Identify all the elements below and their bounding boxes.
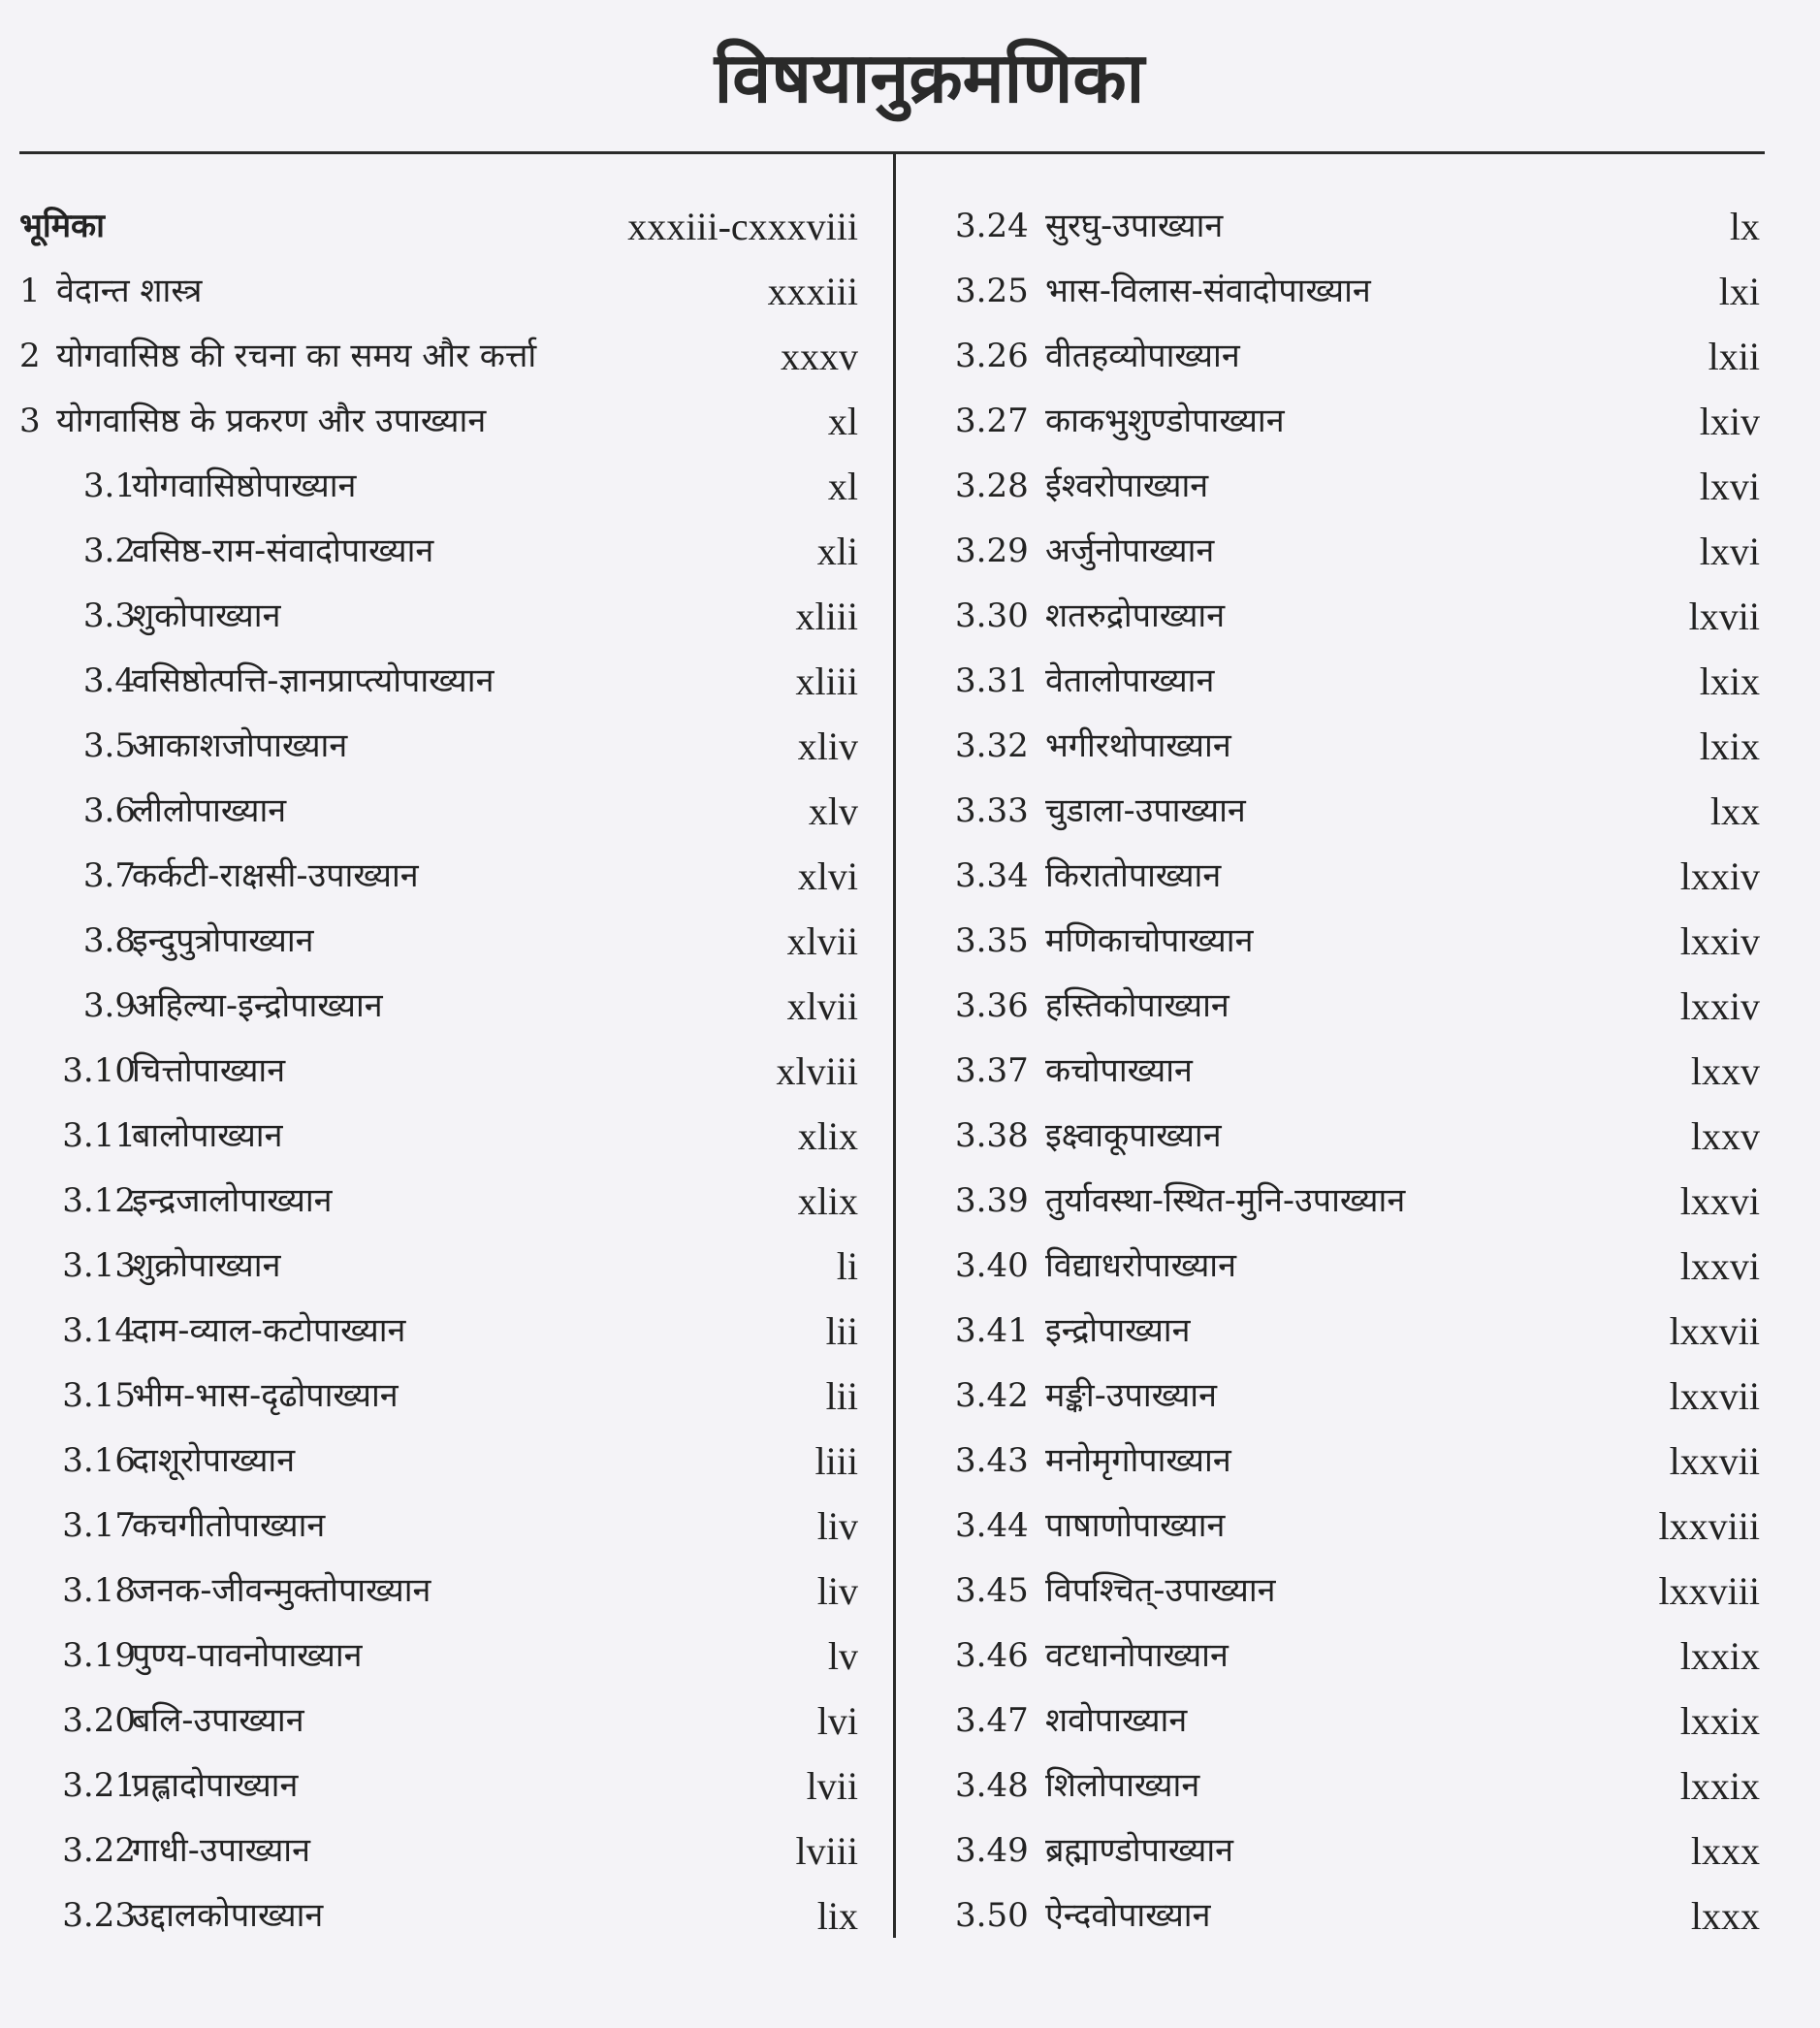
- toc-entry-title: अहिल्या-इन्द्रोपाख्यान: [132, 986, 383, 1025]
- toc-entry-number: 3.10: [62, 1051, 136, 1090]
- toc-entry-title: ऐन्दवोपाख्यान: [1045, 1896, 1211, 1935]
- toc-entry-page: lxxx: [1690, 1894, 1760, 1938]
- toc-section-row[interactable]: [955, 1819, 1760, 1883]
- toc-entry-title: शवोपाख्यान: [1045, 1701, 1188, 1740]
- toc-entry-number: 3.40: [955, 1246, 1029, 1285]
- toc-entry-number: 3.17: [62, 1506, 136, 1545]
- toc-entry-page: xl: [827, 400, 858, 443]
- toc-entry-number: 3.41: [955, 1311, 1029, 1350]
- toc-entry-page: xl: [827, 465, 858, 508]
- toc-entry-page: lix: [816, 1894, 858, 1938]
- toc-entry-number: 3.13: [62, 1246, 136, 1285]
- toc-entry-page: lvi: [816, 1699, 858, 1743]
- toc-entry-title: गाधी-उपाख्यान: [132, 1831, 310, 1870]
- toc-entry-number: 3.11: [62, 1116, 136, 1155]
- toc-entry-title: दाम-व्याल-कटोपाख्यान: [132, 1311, 406, 1350]
- toc-entry-page: lxix: [1699, 724, 1760, 768]
- toc-heading-page: xxxiii-cxxxviii: [627, 205, 858, 248]
- toc-entry-number: 3.8: [82, 921, 136, 960]
- toc-entry-title: लीलोपाख्यान: [132, 791, 287, 830]
- toc-entry-title: विपश्चित्-उपाख्यान: [1045, 1571, 1276, 1610]
- toc-entry-page: lxxiv: [1679, 919, 1760, 963]
- toc-section-row[interactable]: [955, 1559, 1760, 1624]
- toc-entry-title: किरातोपाख्यान: [1045, 856, 1222, 895]
- toc-section-row[interactable]: [955, 1754, 1760, 1819]
- toc-entry-number: 3.23: [62, 1896, 136, 1935]
- toc-section-row[interactable]: [955, 779, 1760, 844]
- toc-section-row[interactable]: [19, 909, 858, 974]
- toc-entry-number: 3.4: [82, 661, 136, 700]
- toc-entry-page: liv: [816, 1569, 858, 1613]
- toc-entry-number: 3.43: [955, 1441, 1029, 1480]
- toc-entry-page: xlix: [797, 1179, 858, 1223]
- toc-entry-number: 3.45: [955, 1571, 1029, 1610]
- toc-entry-page: xlix: [797, 1114, 858, 1158]
- toc-entry-title: योगवासिष्ठ के प्रकरण और उपाख्यान: [56, 402, 487, 440]
- toc-section-row[interactable]: [955, 1624, 1760, 1689]
- toc-section-row[interactable]: [19, 1754, 858, 1819]
- toc-section-row[interactable]: [955, 324, 1760, 389]
- toc-entry-number: 1: [19, 272, 41, 310]
- toc-section-row[interactable]: [955, 1883, 1760, 1948]
- toc-entry-title: आकाशजोपाख्यान: [132, 726, 348, 765]
- toc-section-row[interactable]: [19, 1299, 858, 1364]
- toc-entry-number: 3.27: [955, 402, 1029, 440]
- toc-entry-page: xxxiii: [767, 270, 858, 313]
- toc-entry-title: शिलोपाख्यान: [1045, 1766, 1200, 1805]
- toc-section-row[interactable]: [19, 1039, 858, 1104]
- toc-section-row[interactable]: [955, 714, 1760, 779]
- toc-section-row[interactable]: [955, 1104, 1760, 1169]
- toc-entry-page: xliii: [795, 660, 858, 703]
- toc-section-row[interactable]: [19, 1819, 858, 1883]
- toc-entry-page: xlvii: [786, 919, 858, 963]
- toc-entry-title: वेदान्त शास्त्र: [56, 272, 203, 310]
- toc-entry-number: 3.47: [955, 1701, 1029, 1740]
- toc-entry-number: 3.21: [62, 1766, 136, 1805]
- toc-entry-page: xliii: [795, 595, 858, 638]
- toc-section-row[interactable]: [955, 844, 1760, 909]
- toc-entry-page: xlvi: [797, 854, 858, 898]
- toc-entry-title: प्रह्लादोपाख्यान: [132, 1766, 299, 1805]
- toc-section-row[interactable]: [955, 1429, 1760, 1494]
- toc-entry-page: lxxvii: [1669, 1374, 1760, 1418]
- toc-section-row[interactable]: [19, 714, 858, 779]
- toc-entry-title: इन्द्रजालोपाख्यान: [132, 1181, 333, 1220]
- toc-entry-number: 3.33: [955, 791, 1029, 830]
- toc-chapter-row[interactable]: [19, 259, 858, 324]
- toc-entry-page: lxxv: [1690, 1114, 1760, 1158]
- toc-section-row[interactable]: [955, 1169, 1760, 1234]
- toc-section-row[interactable]: [19, 1883, 858, 1948]
- toc-entry-page: lxxiv: [1679, 984, 1760, 1028]
- toc-entry-title: योगवासिष्ठोपाख्यान: [132, 467, 357, 505]
- toc-section-row[interactable]: [19, 1689, 858, 1754]
- toc-entry-page: li: [836, 1244, 858, 1288]
- toc-entry-number: 3.39: [955, 1181, 1029, 1220]
- toc-entry-page: xxxv: [781, 335, 858, 378]
- column-divider: [893, 153, 896, 1938]
- toc-heading-label: भूमिका: [19, 207, 105, 245]
- toc-entry-page: lxxvii: [1669, 1439, 1760, 1483]
- toc-entry-number: 3: [19, 402, 41, 440]
- toc-entry-title: पुण्य-पावनोपाख्यान: [132, 1636, 363, 1675]
- toc-section-row[interactable]: [19, 519, 858, 584]
- toc-section-row[interactable]: [19, 1234, 858, 1299]
- toc-section-row[interactable]: [19, 584, 858, 649]
- toc-entry-number: 3.48: [955, 1766, 1029, 1805]
- toc-entry-number: 3.26: [955, 337, 1029, 375]
- toc-heading-row[interactable]: [19, 194, 858, 259]
- toc-section-row[interactable]: [19, 1169, 858, 1234]
- toc-entry-title: वसिष्ठोत्पत्ति-ज्ञानप्राप्त्योपाख्यान: [132, 661, 495, 700]
- toc-entry-page: lii: [825, 1374, 858, 1418]
- toc-entry-title: कर्कटी-राक्षसी-उपाख्यान: [132, 856, 419, 895]
- toc-entry-page: lxxix: [1679, 1699, 1760, 1743]
- toc-entry-page: lxxiv: [1679, 854, 1760, 898]
- toc-entry-title: भगीरथोपाख्यान: [1045, 726, 1231, 765]
- toc-entry-page: lxi: [1718, 270, 1760, 313]
- toc-entry-page: lx: [1729, 205, 1760, 248]
- toc-section-row[interactable]: [955, 584, 1760, 649]
- toc-entry-number: 3.28: [955, 467, 1029, 505]
- toc-entry-page: lvii: [806, 1764, 858, 1808]
- toc-entry-page: lv: [827, 1634, 858, 1678]
- toc-entry-number: 3.5: [82, 726, 136, 765]
- toc-entry-page: lii: [825, 1309, 858, 1353]
- toc-entry-title: भीम-भास-दृढोपाख्यान: [132, 1376, 399, 1415]
- toc-entry-page: lxxx: [1690, 1829, 1760, 1873]
- toc-entry-number: 3.20: [62, 1701, 136, 1740]
- title-rule: [19, 151, 1765, 154]
- toc-entry-page: xlvii: [786, 984, 858, 1028]
- toc-entry-page: xli: [816, 530, 858, 573]
- toc-entry-page: lxii: [1708, 335, 1760, 378]
- toc-section-row[interactable]: [19, 649, 858, 714]
- toc-entry-title: बालोपाख्यान: [132, 1116, 283, 1155]
- toc-entry-number: 3.16: [62, 1441, 136, 1480]
- toc-entry-title: तुर्यावस्था-स्थित-मुनि-उपाख्यान: [1045, 1181, 1406, 1220]
- toc-entry-page: lxxviii: [1658, 1569, 1760, 1613]
- toc-entry-page: liv: [816, 1504, 858, 1548]
- toc-entry-number: 3.24: [955, 207, 1029, 245]
- toc-section-row[interactable]: [955, 1299, 1760, 1364]
- toc-section-row[interactable]: [19, 1364, 858, 1429]
- toc-section-row[interactable]: [955, 974, 1760, 1039]
- toc-section-row[interactable]: [955, 1364, 1760, 1429]
- toc-chapter-row[interactable]: [19, 389, 858, 454]
- toc-entry-number: 3.6: [82, 791, 136, 830]
- toc-entry-title: शतरुद्रोपाख्यान: [1045, 596, 1226, 635]
- toc-left-column: [19, 194, 858, 1948]
- toc-entry-page: lviii: [795, 1829, 858, 1873]
- toc-entry-number: 3.1: [82, 467, 136, 505]
- toc-section-row[interactable]: [19, 1624, 858, 1689]
- toc-entry-title: वेतालोपाख्यान: [1045, 661, 1215, 700]
- toc-entry-page: xlviii: [776, 1049, 858, 1093]
- toc-right-column: [955, 194, 1760, 1948]
- toc-section-row[interactable]: [955, 649, 1760, 714]
- toc-entry-page: lxxix: [1679, 1764, 1760, 1808]
- toc-entry-title: उद्दालकोपाख्यान: [132, 1896, 324, 1935]
- toc-entry-number: 3.49: [955, 1831, 1029, 1870]
- toc-section-row[interactable]: [19, 844, 858, 909]
- toc-entry-title: वटधानोपाख्यान: [1045, 1636, 1229, 1675]
- toc-section-row[interactable]: [955, 259, 1760, 324]
- toc-entry-number: 3.38: [955, 1116, 1029, 1155]
- toc-entry-number: 3.19: [62, 1636, 136, 1675]
- toc-entry-number: 3.15: [62, 1376, 136, 1415]
- toc-section-row[interactable]: [19, 1559, 858, 1624]
- toc-entry-page: lxvi: [1699, 530, 1760, 573]
- toc-entry-title: काकभुशुण्डोपाख्यान: [1045, 402, 1285, 440]
- toc-entry-number: 3.50: [955, 1896, 1029, 1935]
- toc-entry-number: 3.32: [955, 726, 1029, 765]
- toc-entry-title: विद्याधरोपाख्यान: [1045, 1246, 1236, 1285]
- toc-section-row[interactable]: [955, 519, 1760, 584]
- toc-entry-title: ब्रह्माण्डोपाख्यान: [1045, 1831, 1234, 1870]
- toc-entry-title: इन्दुपुत्रोपाख्यान: [132, 921, 314, 960]
- toc-entry-page: lxxvi: [1679, 1179, 1760, 1223]
- toc-entry-title: इक्ष्वाकूपाख्यान: [1045, 1116, 1222, 1155]
- toc-entry-title: दाशूरोपाख्यान: [132, 1441, 296, 1480]
- toc-entry-page: lxix: [1699, 660, 1760, 703]
- toc-entry-title: चुडाला-उपाख्यान: [1045, 791, 1246, 830]
- toc-section-row[interactable]: [19, 974, 858, 1039]
- toc-entry-page: lxxvii: [1669, 1309, 1760, 1353]
- toc-section-row[interactable]: [955, 389, 1760, 454]
- toc-entry-page: lxvii: [1688, 595, 1760, 638]
- toc-section-row[interactable]: [19, 1494, 858, 1559]
- toc-entry-number: 3.7: [82, 856, 136, 895]
- toc-entry-page: lxxv: [1690, 1049, 1760, 1093]
- toc-entry-title: चित्तोपाख्यान: [132, 1051, 286, 1090]
- toc-entry-number: 3.37: [955, 1051, 1029, 1090]
- toc-section-row[interactable]: [19, 779, 858, 844]
- toc-entry-number: 3.25: [955, 272, 1029, 310]
- toc-entry-page: xlv: [808, 789, 858, 833]
- toc-section-row[interactable]: [19, 1104, 858, 1169]
- toc-entry-title: अर्जुनोपाख्यान: [1045, 531, 1215, 570]
- toc-entry-title: शुक्रोपाख्यान: [132, 1246, 281, 1285]
- toc-entry-number: 3.30: [955, 596, 1029, 635]
- toc-entry-number: 3.3: [82, 596, 136, 635]
- toc-entry-page: xliv: [797, 724, 858, 768]
- toc-entry-title: भास-विलास-संवादोपाख्यान: [1045, 272, 1371, 310]
- toc-entry-number: 3.2: [82, 531, 136, 570]
- toc-entry-number: 2: [19, 337, 41, 375]
- toc-entry-number: 3.12: [62, 1181, 136, 1220]
- toc-entry-number: 3.44: [955, 1506, 1029, 1545]
- toc-section-row[interactable]: [955, 454, 1760, 519]
- toc-entry-number: 3.22: [62, 1831, 136, 1870]
- toc-entry-page: liii: [814, 1439, 858, 1483]
- toc-entry-page: lxxix: [1679, 1634, 1760, 1678]
- toc-entry-title: कचोपाख्यान: [1045, 1051, 1193, 1090]
- toc-entry-number: 3.9: [82, 986, 136, 1025]
- toc-entry-title: वीतहव्योपाख्यान: [1045, 337, 1240, 375]
- toc-entry-title: पाषाणोपाख्यान: [1045, 1506, 1226, 1545]
- toc-section-row[interactable]: [19, 1429, 858, 1494]
- toc-section-row[interactable]: [955, 1039, 1760, 1104]
- toc-entry-page: lxiv: [1699, 400, 1760, 443]
- toc-entry-number: 3.46: [955, 1636, 1029, 1675]
- toc-entry-title: मङ्की-उपाख्यान: [1045, 1376, 1217, 1415]
- toc-entry-page: lxxviii: [1658, 1504, 1760, 1548]
- toc-entry-page: lxx: [1709, 789, 1760, 833]
- toc-entry-title: बलि-उपाख्यान: [132, 1701, 304, 1740]
- toc-section-row[interactable]: [955, 1234, 1760, 1299]
- toc-entry-number: 3.42: [955, 1376, 1029, 1415]
- toc-entry-title: मणिकाचोपाख्यान: [1045, 921, 1254, 960]
- toc-section-row[interactable]: [955, 194, 1760, 259]
- toc-entry-title: ईश्वरोपाख्यान: [1045, 467, 1209, 505]
- toc-section-row[interactable]: [19, 454, 858, 519]
- toc-entry-number: 3.14: [62, 1311, 136, 1350]
- toc-entry-title: मनोमृगोपाख्यान: [1045, 1441, 1231, 1480]
- toc-entry-title: योगवासिष्ठ की रचना का समय और कर्त्ता: [56, 337, 537, 375]
- toc-section-row[interactable]: [955, 1689, 1760, 1754]
- toc-entry-page: lxvi: [1699, 465, 1760, 508]
- toc-entry-page: lxxvi: [1679, 1244, 1760, 1288]
- toc-section-row[interactable]: [955, 909, 1760, 974]
- toc-entry-title: इन्द्रोपाख्यान: [1045, 1311, 1191, 1350]
- toc-entry-title: वसिष्ठ-राम-संवादोपाख्यान: [132, 531, 434, 570]
- toc-entry-number: 3.34: [955, 856, 1029, 895]
- toc-entry-number: 3.35: [955, 921, 1029, 960]
- toc-entry-title: जनक-जीवन्मुक्तोपाख्यान: [132, 1571, 431, 1610]
- toc-entry-number: 3.36: [955, 986, 1029, 1025]
- page-title: विषयानुक्रमणिका: [714, 37, 1145, 118]
- toc-entry-title: सुरघु-उपाख्यान: [1045, 207, 1224, 245]
- toc-entry-number: 3.29: [955, 531, 1029, 570]
- toc-entry-number: 3.18: [62, 1571, 136, 1610]
- toc-chapter-row[interactable]: [19, 324, 858, 389]
- toc-section-row[interactable]: [955, 1494, 1760, 1559]
- toc-entry-title: कचगीतोपाख्यान: [132, 1506, 326, 1545]
- toc-entry-number: 3.31: [955, 661, 1029, 700]
- toc-entry-title: शुकोपाख्यान: [132, 596, 281, 635]
- toc-entry-title: हस्तिकोपाख्यान: [1045, 986, 1229, 1025]
